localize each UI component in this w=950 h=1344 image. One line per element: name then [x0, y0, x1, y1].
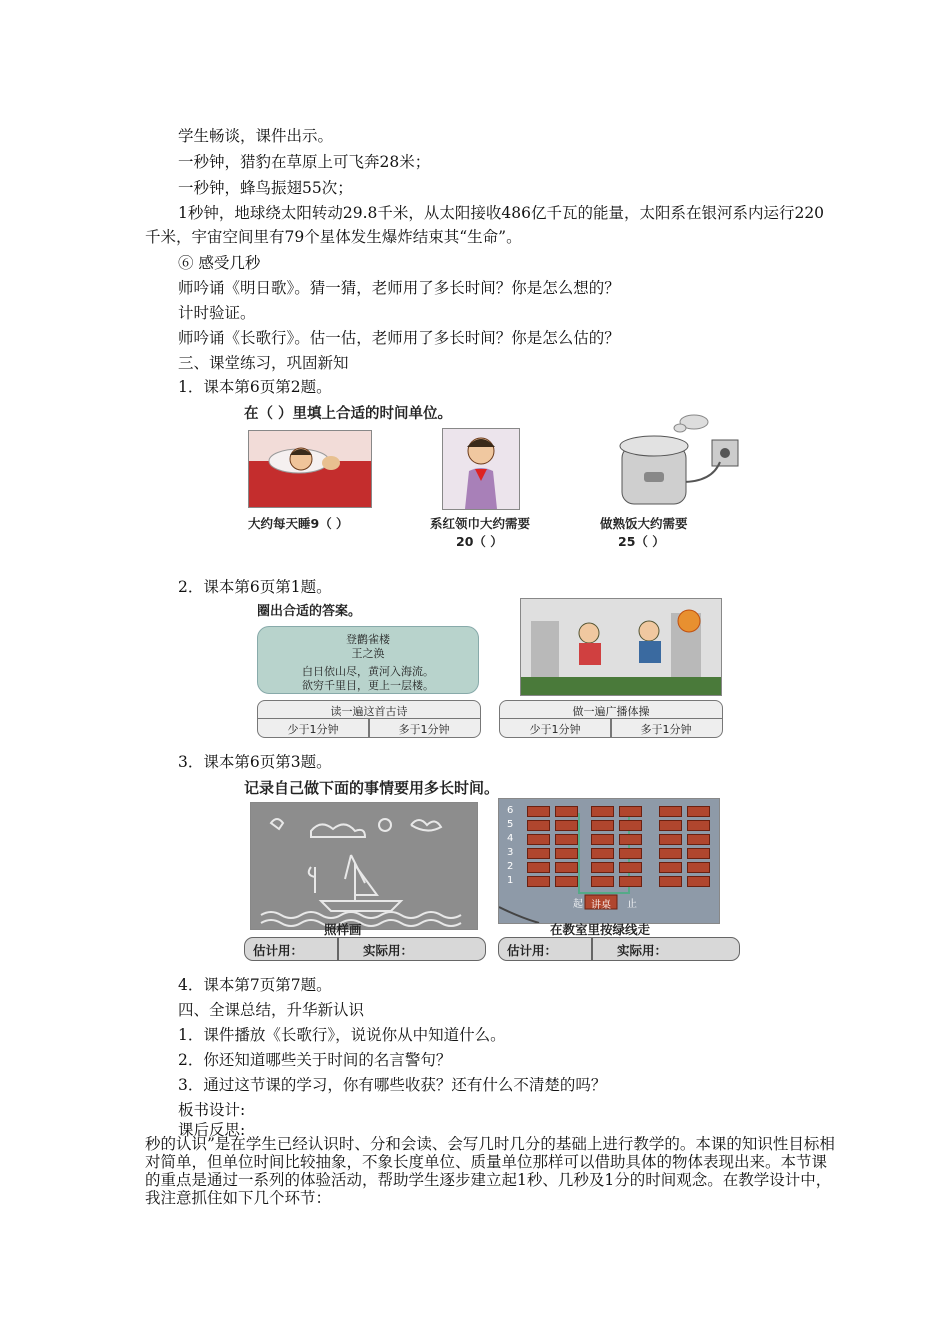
- paragraph: 1秒钟，地球绕太阳转动29.8千米，从太阳接收486亿千瓦的能量，太阳系在银河系内运行220千米，宇宙空间里有79个星体发生爆炸结束其“生命”。: [145, 204, 825, 246]
- podium-label: 讲桌: [591, 900, 611, 911]
- end-label: 止: [627, 899, 637, 910]
- desk: [659, 820, 682, 831]
- record-box-walk: [498, 937, 740, 961]
- desk: [687, 806, 710, 817]
- text-line: 学生畅谈，课件出示。: [178, 127, 334, 145]
- text-line: 师吟诵《长歌行》。估一估，老师用了多长时间？你是怎么估的？: [178, 329, 620, 347]
- desk: [527, 806, 550, 817]
- caption-rice: 做熟饭大约需要: [600, 516, 688, 531]
- poem-author: 王之涣: [351, 647, 385, 660]
- sleeping-child-image: [248, 430, 372, 508]
- text-line: 一秒钟，猎豹在草原上可飞奔28米；: [178, 153, 431, 171]
- option-less[interactable]: 少于1分钟: [529, 723, 581, 736]
- desk: [619, 820, 642, 831]
- desk: [555, 834, 578, 845]
- text-line: 课后反思:: [178, 1121, 246, 1139]
- desk: [591, 848, 614, 859]
- desk: [555, 820, 578, 831]
- choice-task: 读一遍这首古诗: [330, 705, 408, 718]
- row-number: 6: [507, 805, 514, 816]
- drawing-boat-image: [250, 802, 478, 930]
- section-heading: 四、全课总结，升华新认识: [178, 1001, 365, 1019]
- desk: [527, 834, 550, 845]
- desk: [555, 848, 578, 859]
- desk: [555, 862, 578, 873]
- caption-rice-answer: 25（ ）: [618, 534, 665, 549]
- desk: [687, 876, 710, 887]
- text-line: 3．课本第6页第3题。: [178, 753, 332, 771]
- desk: [687, 834, 710, 845]
- row-number: 4: [507, 833, 514, 844]
- text-line: 2．你还知道哪些关于时间的名言警句？: [178, 1051, 452, 1069]
- option-less[interactable]: 少于1分钟: [287, 723, 339, 736]
- choice-box-poem: [257, 700, 481, 738]
- actual-label: 实际用：: [363, 943, 414, 958]
- caption-sleep: 大约每天睡9（ ）: [248, 516, 349, 531]
- option-more[interactable]: 多于1分钟: [398, 723, 450, 736]
- reflection-paragraph: 秒的认识”是在学生已经认识时、分和会读、会写几时几分的基础上进行教学的。本课的知识性目标相对简单，但单位时间比较抽象，不象长度单位、质量单位那样可以借助具体的物体表现出来。本节课的重点是通过一系列的体验活动，帮助学生逐步建立起1秒、几秒及1分的时间观念。在教学设计中，我注意抓住如下几个环节：: [145, 1135, 835, 1207]
- desk: [619, 862, 642, 873]
- option-more[interactable]: 多于1分钟: [640, 723, 692, 736]
- exercise-figure-3: [240, 775, 750, 965]
- text-line: 4．课本第7页第7题。: [178, 976, 332, 994]
- desk: [659, 834, 682, 845]
- poem-line-2: 欲穷千里目，更上一层楼。: [302, 679, 434, 692]
- desk: [527, 862, 550, 873]
- desk: [619, 848, 642, 859]
- desk: [659, 876, 682, 887]
- desk: [687, 848, 710, 859]
- desk: [527, 876, 550, 887]
- text-line: 一秒钟，蜂鸟振翅55次；: [178, 179, 353, 197]
- desk: [591, 820, 614, 831]
- desk: [659, 848, 682, 859]
- row-number: 3: [507, 847, 514, 858]
- desk: [555, 806, 578, 817]
- desk: [591, 806, 614, 817]
- section-heading: 三、课堂练习，巩固新知: [178, 354, 349, 372]
- rice-cooker-image: [602, 412, 752, 508]
- caption-walk: 在教室里按绿线走: [550, 922, 651, 937]
- choice-box-exercise: [499, 700, 723, 738]
- text-line: ⑥ 感受几秒: [178, 254, 261, 272]
- figure-title: 记录自己做下面的事情要用多长时间。: [244, 779, 500, 797]
- exercise-kids-image: [520, 598, 722, 696]
- caption-scarf-answer: 20（ ）: [456, 534, 503, 549]
- desk: [619, 806, 642, 817]
- caption-scarf: 系红领巾大约需要: [430, 516, 531, 531]
- text-line: 板书设计:: [178, 1101, 246, 1119]
- row-number: 2: [507, 861, 514, 872]
- estimate-label: 估计用：: [507, 943, 558, 958]
- child-tying-scarf-image: [442, 428, 520, 510]
- desk: [659, 806, 682, 817]
- desk: [527, 848, 550, 859]
- desk: [619, 834, 642, 845]
- desk: [619, 876, 642, 887]
- poem-card: [257, 626, 479, 694]
- poem-title: 登鹳雀楼: [346, 633, 390, 646]
- desk: [555, 876, 578, 887]
- desk: [687, 862, 710, 873]
- caption-draw: 照样画: [324, 922, 362, 937]
- classroom-map-image: [498, 798, 720, 924]
- text-line: 师吟诵《明日歌》。猜一猜，老师用了多长时间？你是怎么想的？: [178, 279, 620, 297]
- text-line: 1．课件播放《长歌行》，说说你从中知道什么。: [178, 1026, 506, 1044]
- record-box-draw: [244, 937, 486, 961]
- choice-task: 做一遍广播体操: [572, 705, 650, 718]
- text-line: 3．通过这节课的学习，你有哪些收获？还有什么不清楚的吗？: [178, 1076, 607, 1094]
- text-line: 计时验证。: [178, 304, 256, 322]
- figure-title: 圈出合适的答案。: [257, 604, 362, 619]
- estimate-label: 估计用：: [253, 943, 304, 958]
- desk: [659, 862, 682, 873]
- row-number: 5: [507, 819, 514, 830]
- row-number: 1: [507, 875, 514, 886]
- poem-line-1: 白日依山尽，黄河入海流。: [302, 665, 434, 678]
- desk: [591, 834, 614, 845]
- text-line: 1．课本第6页第2题。: [178, 378, 332, 396]
- exercise-figure-1: [240, 400, 760, 560]
- start-label: 起: [573, 899, 583, 910]
- desk: [591, 876, 614, 887]
- actual-label: 实际用：: [617, 943, 668, 958]
- desk: [591, 862, 614, 873]
- desk: [527, 820, 550, 831]
- text-line: 2．课本第6页第1题。: [178, 578, 332, 596]
- exercise-figure-2: [255, 598, 725, 738]
- figure-title: 在（ ）里填上合适的时间单位。: [244, 406, 453, 422]
- desk: [687, 820, 710, 831]
